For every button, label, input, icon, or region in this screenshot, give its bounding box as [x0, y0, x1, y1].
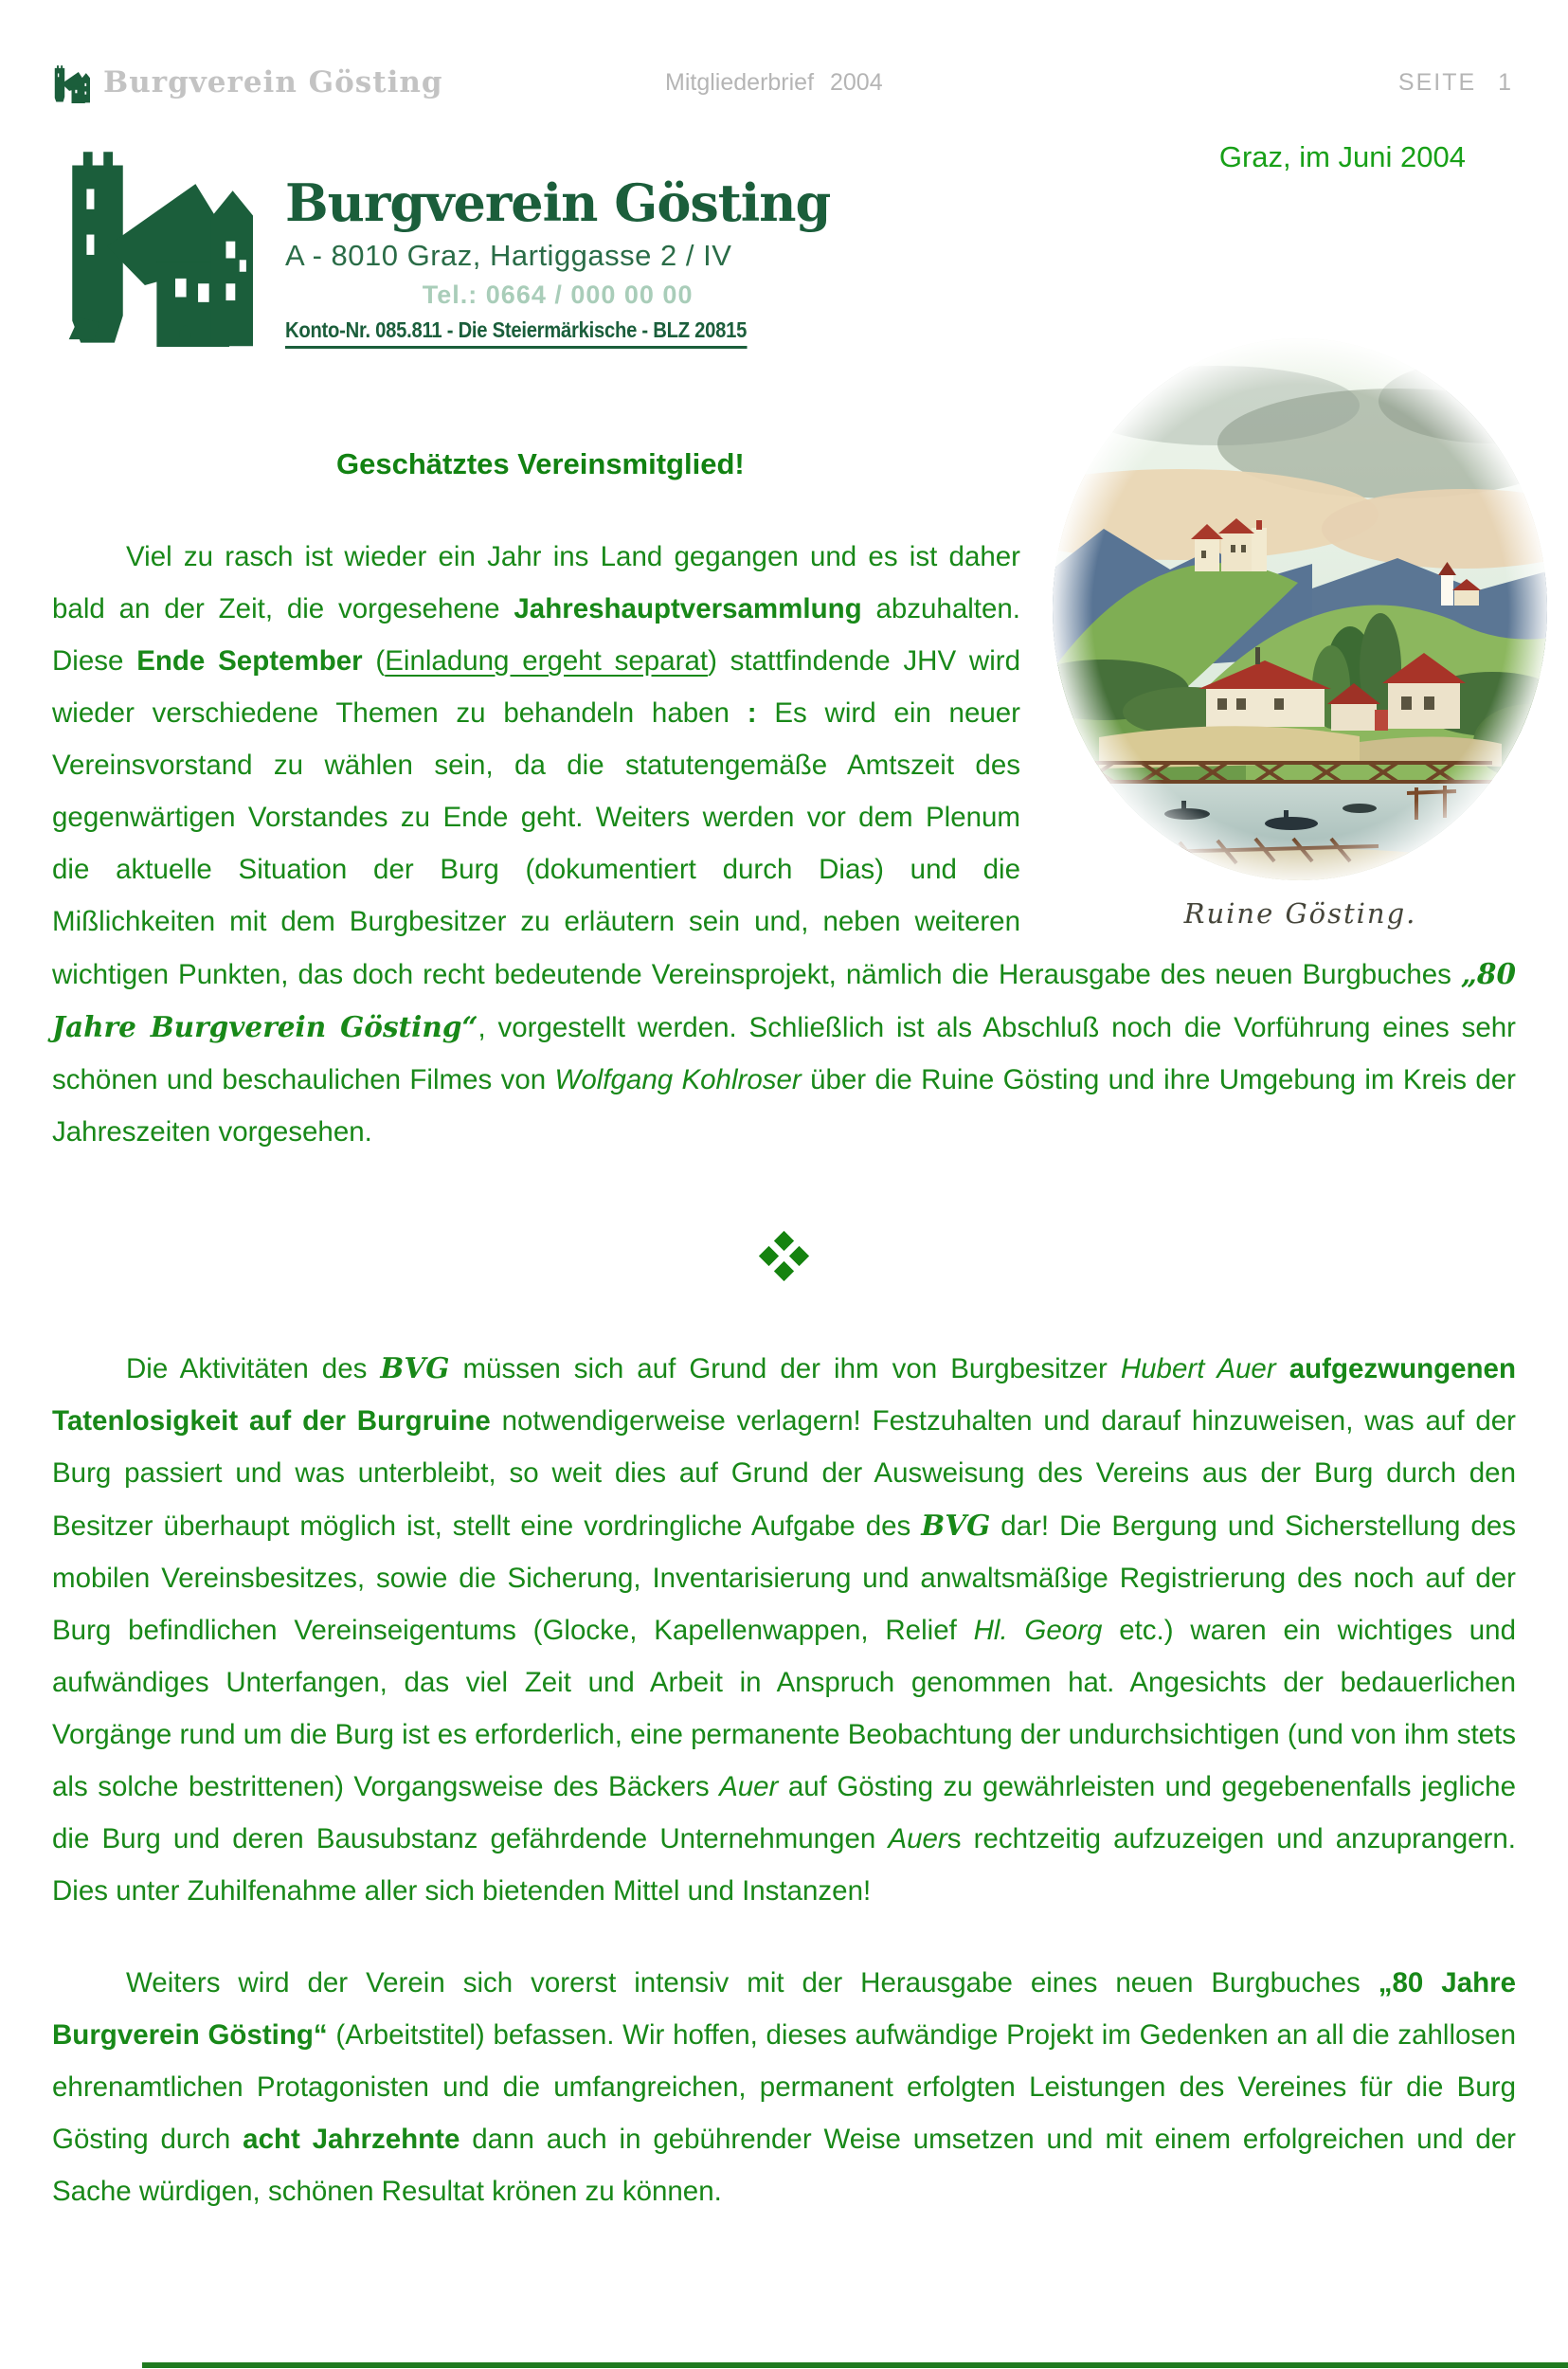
logo-phone: Tel.: 0664 / 000 00 00	[422, 280, 694, 309]
header-doc-title: Mitgliederbrief 2004	[665, 68, 883, 96]
salutation-heading: Geschätztes Vereinsmitglied!	[336, 447, 745, 480]
figure-ruine-goesting	[1047, 335, 1554, 930]
diamond-cluster-icon	[760, 1232, 809, 1281]
logo-account: Konto-Nr. 085.811 - Die Steiermärkische - BLZ 20815	[285, 317, 747, 349]
date-line: Graz, im Juni 2004	[1218, 140, 1466, 173]
paragraph-2: Die Aktivitäten des BVG müssen sich auf Grund der ihm von Burgbesitzer Hubert Auer aufgezwungenen Tatenlosigkeit auf der Burgruine notwendigerweise verlagern! Festzuhalten und darauf hinzuweisen, was auf der Burg passiert und was unterbleibt, so weit dies auf Grund der Ausweisung des Vereins aus der Burg durch den Besitzer überhaupt möglich ist, stellt eine vordringliche Aufgabe des BVG dar! Die Bergung und Sicherstellung des mobilen Vereinsbesitzes, sowie die Sicherung, Inventarisierung und anwaltsmäßige Registrierung des noch auf der Burg befindlichen Vereinseigentums (Glocke, Kapellenwappen, Relief Hl. Georg etc.) waren ein wichtiges und aufwändiges Unterfangen, das viel Zeit und Arbeit in Anspruch genommen hat. Angesichts der bedauerlichen Vorgänge rund um die Burg ist es erforderlich, eine permanente Beobachtung der undurchsichtigen (und von ihm stets als solche bestrittenen) Vorgangsweise des Bäckers Auer auf Gösting zu gewährleisten und gegebenenfalls jegliche die Burg und deren Bausubstanz gefährdende Unternehmungen Auers rechtzeitig aufzuzeigen und anzuprangern. Dies unter Zuhilfenahme aller sich bietenden Mittel und Instanzen!	[52, 1351, 1516, 1907]
ruine-goesting-engraving	[1047, 335, 1554, 889]
header-brand-name: Burgverein Gösting	[103, 65, 443, 99]
paragraph-1: Viel zu rasch ist wieder ein Jahr ins Land gegangen und es ist daher bald an der Zeit, die vorgesehene Jahreshauptversammlung abzuhalten. Diese Ende September (Einladung ergeht separat) stattfindende JHV wird wieder verschiedene Themen zu behandeln haben : Es wird ein neuer Vereinsvorstand zu wählen sein, da die statutengemäße Amtszeit des gegenwärtigen Vorstandes zu Ende geht. Weiters werden vor dem Plenum die aktuelle Situation der Burg (dokumentiert durch Dias) und die Mißlichkeiten mit dem Burgbesitzer zu erläutern sein und, neben weiteren wichtigen Punkten, das doch recht bedeutende Vereinsprojekt, nämlich die Herausgabe des neuen Burgbuches „80 Jahre Burgverein Gösting“, vorgestellt werden. Schließlich ist als Abschluß noch die Vorführung eines sehr schönen und beschaulichen Filmes von Wolfgang Kohlroser über die Ruine Gösting und ihre Umgebung im Kreis der Jahreszeiten vorgesehen.	[52, 541, 1517, 1148]
header-page-number: SEITE 1	[1397, 68, 1513, 96]
section-divider	[52, 1232, 1516, 1281]
paragraph-3: Weiters wird der Verein sich vorerst intensiv mit der Herausgabe eines neuen Burgbuches „80 Jahre Burgverein Gösting“ (Arbeitstitel) befassen. Wir hoffen, dieses aufwändige Projekt im Gedenken an all die zahllosen ehrenamtlichen Protagonisten und die umfangreichen, permanent erfolgten Leistungen des Vereines für die Burg Gösting durch acht Jahrzehnte dann auch in gebührender Weise umsetzen und mit einem erfolgreichen und der Sache würdigen, schönen Resultat krönen zu können.	[52, 1967, 1517, 2207]
bottom-rule	[142, 2362, 1568, 2368]
figure-caption: Ruine Gösting.	[1183, 897, 1417, 930]
logo-address: A - 8010 Graz, Hartiggasse 2 / IV	[285, 239, 732, 272]
logo-club-name: Burgverein Gösting	[285, 172, 831, 233]
